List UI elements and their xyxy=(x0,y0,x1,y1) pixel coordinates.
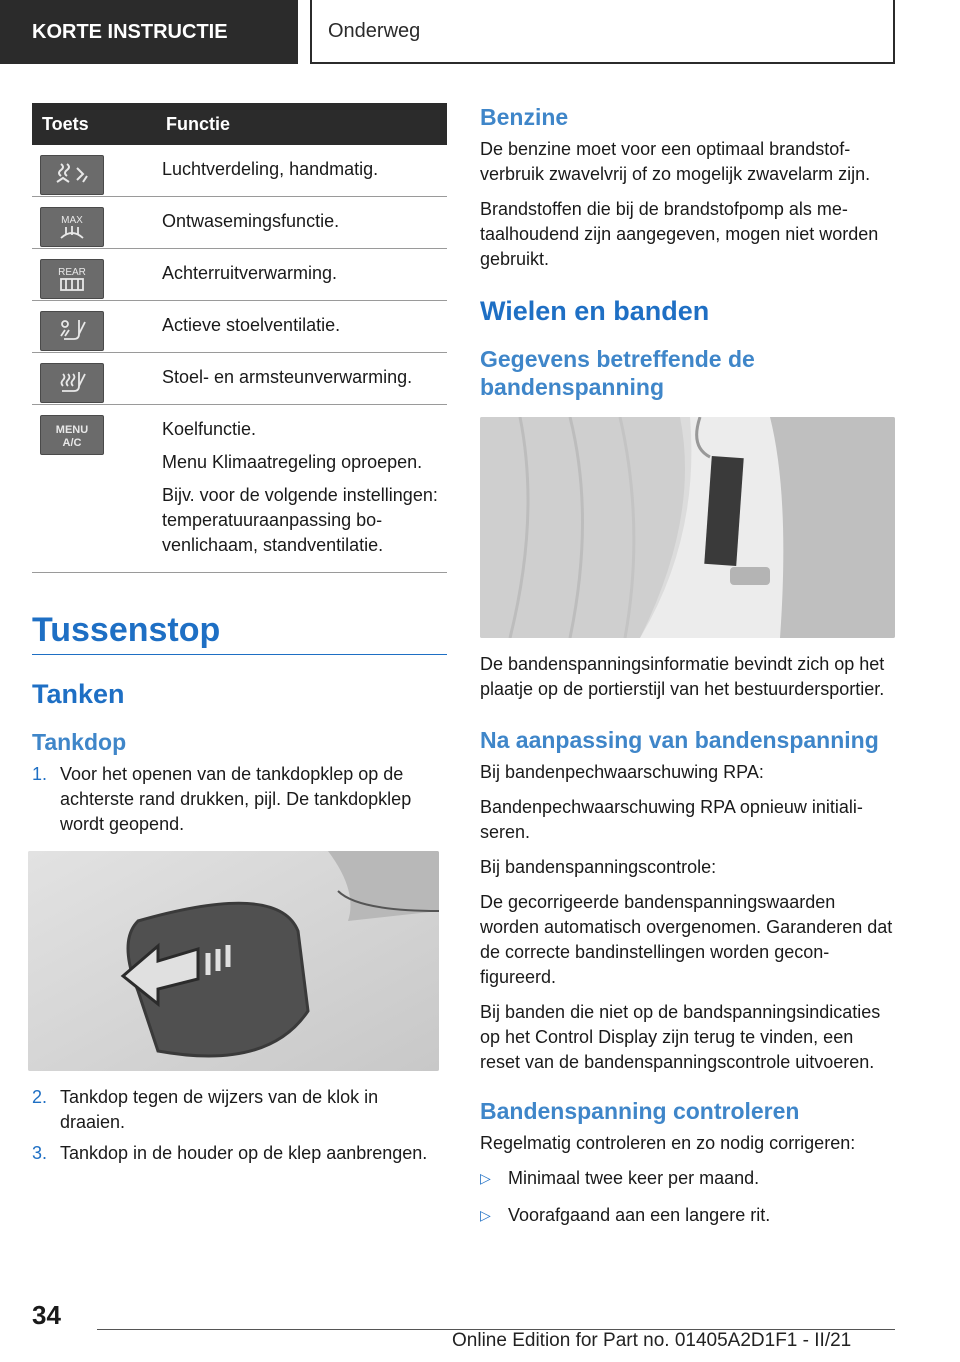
table-row xyxy=(32,197,447,249)
function-cell: Ontwasemingsfunctie. xyxy=(156,197,447,249)
bullet-triangle-icon: ▷ xyxy=(480,1207,491,1223)
paragraph: Bij bandenspanningscontrole: xyxy=(480,857,717,877)
menu-ac-icon xyxy=(40,415,104,455)
fuel-flap-image xyxy=(28,851,439,1071)
header-chapter-tab: Onderweg xyxy=(310,0,895,64)
list-item: 1. Voor het openen van de tankdopklep op de achterste rand drukken, pijl. De tankdopklep wordt geopend. xyxy=(32,764,412,834)
bullet-triangle-icon: ▷ xyxy=(480,1170,491,1186)
steps-list xyxy=(32,762,447,837)
benzine-title: Benzine xyxy=(480,104,569,130)
menu-label: MENU xyxy=(55,424,89,436)
max-label: MAX xyxy=(61,215,83,226)
door-pillar-image xyxy=(480,417,895,638)
table-row xyxy=(32,249,447,301)
ac-label: A/C xyxy=(62,437,82,449)
after-adjust-title: Na aanpassing van bandenspanning xyxy=(480,727,879,753)
list-item: 3. Tankdop in de houder op de klep aanbrengen. xyxy=(32,1143,428,1163)
footer-edition: Online Edition for Part no. 01405A2D1F1 - II/21 xyxy=(452,1330,852,1351)
list-item: ▷ Voorafgaand aan een langere rit. xyxy=(480,1203,895,1228)
column-header-key: Toets xyxy=(32,103,156,145)
subsection-title: Tanken xyxy=(32,679,125,709)
paragraph: De gecorrigeerde bandenspanningswaarden worden automatisch overgenomen. Garanderen dat de correcte bandinstellingen worden geconfigureerd. xyxy=(480,892,893,987)
right-column xyxy=(480,103,895,1240)
header-section-label: KORTE INSTRUCTIE xyxy=(0,0,298,64)
paragraph: Bij banden die niet op de bandspanningsindicaties op het Control Display zijn terug te vinden, een reset van de bandenspanningscontrole uitvoeren. xyxy=(480,1002,881,1072)
wheels-title: Wielen en banden xyxy=(480,296,710,326)
table-row xyxy=(32,353,447,405)
topic-title: Tankdop xyxy=(32,729,127,755)
paragraph: De benzine moet voor een optimaal brandstofverbruik zwavelvrij of zo mogelijk zwavelarm zijn. xyxy=(480,139,871,184)
section-title-rule xyxy=(32,611,447,655)
air-distribution-icon xyxy=(40,155,104,195)
left-column xyxy=(32,103,447,1172)
seat-heating-icon xyxy=(40,363,104,403)
seat-ventilation-icon xyxy=(40,311,104,351)
paragraph: Brandstoffen die bij de brandstofpomp als metaalhoudend zijn aangegeven, mogen niet worden gebruikt. xyxy=(480,199,879,269)
column-header-function: Functie xyxy=(156,103,447,145)
function-cell: Actieve stoelventilatie. xyxy=(156,301,447,353)
max-defrost-icon xyxy=(40,207,104,247)
check-title: Bandenspanning controleren xyxy=(480,1098,800,1124)
rear-label: REAR xyxy=(58,267,86,278)
function-cell: Koelfunctie. Menu Klimaatregeling oproepen. Bijv. voor de volgende instellingen: temperatuuraanpassing bovenlichaam, standventilatie. xyxy=(156,405,447,573)
climate-keys-table xyxy=(32,103,447,573)
paragraph: Bandenpechwaarschuwing RPA opnieuw initialiseren. xyxy=(480,797,863,842)
section-title: Tussenstop xyxy=(32,611,221,649)
page-number: 34 xyxy=(32,1300,61,1330)
function-cell: Achterruitverwarming. xyxy=(156,249,447,301)
steps-list-continued xyxy=(32,1085,447,1166)
paragraph: Bij bandenpechwaarschuwing RPA: xyxy=(480,762,764,782)
function-cell: Stoel- en armsteunverwarming. xyxy=(156,353,447,405)
function-cell: Luchtverdeling, handmatig. xyxy=(156,145,447,197)
paragraph: Regelmatig controleren en zo nodig corrigeren: xyxy=(480,1133,856,1153)
paragraph: De bandenspanningsinformatie bevindt zich op het plaatje op de portierstijl van het bestuurdersportier. xyxy=(480,654,885,699)
pressure-data-title: Gegevens betreffende de bandenspanning xyxy=(480,346,755,400)
rear-defrost-icon xyxy=(40,259,104,299)
list-item: ▷ Minimaal twee keer per maand. xyxy=(480,1166,895,1191)
check-list xyxy=(480,1166,895,1228)
list-item: 2. Tankdop tegen de wijzers van de klok in draaien. xyxy=(32,1087,379,1132)
table-row xyxy=(32,301,447,353)
table-row xyxy=(32,145,447,197)
table-row xyxy=(32,405,447,573)
